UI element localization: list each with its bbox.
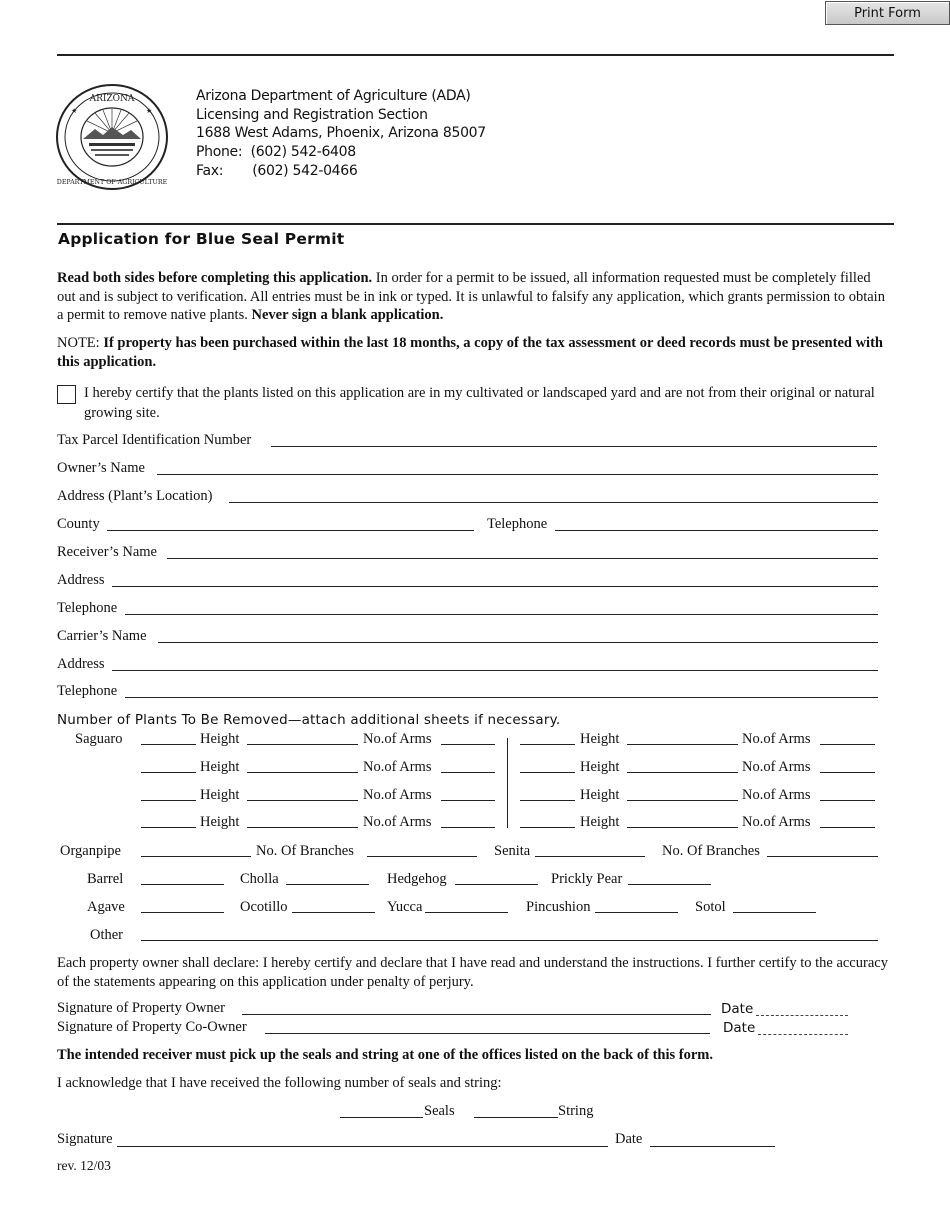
- saguaro-right-arms-input[interactable]: [820, 800, 875, 801]
- saguaro-left-height-input[interactable]: [247, 827, 358, 828]
- saguaro-left-count-input[interactable]: [141, 827, 196, 828]
- seals-count-input[interactable]: [340, 1117, 423, 1118]
- saguaro-right-arms-input[interactable]: [820, 772, 875, 773]
- owner-telephone-input[interactable]: [555, 530, 878, 531]
- saguaro-right-arms-label: No.of Arms: [742, 759, 811, 775]
- senita-input[interactable]: [535, 856, 645, 857]
- string-count-input[interactable]: [474, 1117, 558, 1118]
- certify-checkbox[interactable]: [57, 385, 76, 404]
- carrier-telephone-input[interactable]: [125, 697, 878, 698]
- top-divider: [57, 54, 894, 56]
- senita-branches-label: No. Of Branches: [662, 843, 760, 859]
- sotol-label: Sotol: [695, 899, 726, 915]
- intro-bold: Read both sides before completing this application.: [57, 270, 373, 286]
- certify-text: I hereby certify that the plants listed on this application are in my cultivated or landscaped yard and are not from their original or natural growing site.: [84, 385, 875, 421]
- plants-heading: Number of Plants To Be Removed—attach additional sheets if necessary.: [57, 712, 561, 728]
- saguaro-right-height-input[interactable]: [627, 772, 738, 773]
- ocotillo-label: Ocotillo: [240, 899, 288, 915]
- tax-parcel-label: Tax Parcel Identification Number: [57, 432, 252, 448]
- saguaro-right-count-input[interactable]: [520, 800, 575, 801]
- sig-coowner-date-input[interactable]: [758, 1034, 848, 1035]
- hedgehog-input[interactable]: [455, 884, 538, 885]
- sig-owner-date-label: Date: [721, 1001, 754, 1017]
- senita-branches-input[interactable]: [767, 856, 878, 857]
- sig-coowner-label: Signature of Property Co-Owner: [57, 1019, 247, 1035]
- hedgehog-label: Hedgehog: [387, 871, 447, 887]
- pincushion-input[interactable]: [595, 912, 678, 913]
- signature-date-input[interactable]: [650, 1146, 775, 1147]
- saguaro-right-height-label: Height: [580, 759, 620, 775]
- saguaro-left-arms-input[interactable]: [441, 827, 495, 828]
- note-paragraph: [57, 334, 892, 371]
- pincushion-label: Pincushion: [526, 899, 591, 915]
- signature-input[interactable]: [117, 1146, 608, 1147]
- acknowledge-text: I acknowledge that I have received the following number of seals and string:: [57, 1075, 502, 1091]
- header-line-phone: Phone: (602) 542-6408: [196, 144, 356, 160]
- saguaro-right-arms-label: No.of Arms: [742, 731, 811, 747]
- seal-ring-text: DEPARTMENT OF AGRICULTURE: [56, 179, 168, 186]
- owner-telephone-label: Telephone: [487, 516, 548, 532]
- prickly-pear-label: Prickly Pear: [551, 871, 623, 887]
- saguaro-left-height-label: Height: [200, 731, 240, 747]
- yucca-label: Yucca: [387, 899, 423, 915]
- signature-label: Signature: [57, 1131, 113, 1147]
- ocotillo-input[interactable]: [292, 912, 375, 913]
- receiver-note: The intended receiver must pick up the seals and string at one of the offices listed on the back of this form.: [57, 1047, 713, 1063]
- sig-owner-date-input[interactable]: [756, 1015, 848, 1016]
- receiver-address-input[interactable]: [112, 586, 878, 587]
- note-bold: If property has been purchased within the last 18 months, a copy of the tax assessment or deed records must be presented with this application.: [57, 335, 883, 370]
- carrier-address-input[interactable]: [112, 670, 878, 671]
- saguaro-left-height-input[interactable]: [247, 772, 358, 773]
- saguaro-left-height-input[interactable]: [247, 800, 358, 801]
- cholla-input[interactable]: [286, 884, 369, 885]
- saguaro-left-arms-input[interactable]: [441, 800, 495, 801]
- sig-coowner-date-label: Date: [723, 1020, 756, 1036]
- saguaro-left-arms-input[interactable]: [441, 744, 495, 745]
- prickly-pear-input[interactable]: [628, 884, 711, 885]
- senita-label: Senita: [494, 843, 531, 859]
- svg-text:★: ★: [146, 107, 153, 115]
- saguaro-left-count-input[interactable]: [141, 800, 196, 801]
- agave-label: Agave: [87, 899, 125, 915]
- receiver-name-input[interactable]: [167, 558, 878, 559]
- carrier-name-label: Carrier’s Name: [57, 628, 147, 644]
- saguaro-left-arms-label: No.of Arms: [363, 731, 432, 747]
- saguaro-right-arms-input[interactable]: [820, 827, 875, 828]
- sig-coowner-input[interactable]: [265, 1033, 710, 1034]
- intro-text: In order for a permit to be issued, all information requested must be completely filled out and is subject to verification. All entries must be in ink or typed. It is unlawful to falsify any application, which grants permission to obtain a permit to remove native plants.: [57, 270, 885, 323]
- saguaro-right-height-label: Height: [580, 731, 620, 747]
- saguaro-right-height-input[interactable]: [627, 744, 738, 745]
- declaration-text: Each property owner shall declare: I hereby certify and declare that I have read and understand the instructions. I further certify to the accuracy of the statements appearing on this application under penalty of perjury.: [57, 955, 888, 990]
- saguaro-right-arms-label: No.of Arms: [742, 814, 811, 830]
- receiver-telephone-label: Telephone: [57, 600, 118, 616]
- saguaro-right-count-input[interactable]: [520, 827, 575, 828]
- barrel-label: Barrel: [87, 871, 124, 887]
- saguaro-label: Saguaro: [75, 731, 123, 747]
- note-label: NOTE:: [57, 335, 104, 351]
- carrier-telephone-label: Telephone: [57, 683, 118, 699]
- header-divider: [57, 223, 894, 225]
- sig-owner-input[interactable]: [242, 1014, 711, 1015]
- header-line-section: Licensing and Registration Section: [196, 107, 428, 123]
- agave-input[interactable]: [141, 912, 224, 913]
- sotol-input[interactable]: [733, 912, 816, 913]
- svg-text:★: ★: [71, 107, 78, 115]
- print-form-button[interactable]: Print Form: [825, 1, 950, 25]
- cholla-label: Cholla: [240, 871, 279, 887]
- seal-top-text: ARIZONA: [89, 94, 135, 104]
- saguaro-left-arms-label: No.of Arms: [363, 759, 432, 775]
- form-title: Application for Blue Seal Permit: [58, 230, 345, 248]
- saguaro-left-height-label: Height: [200, 787, 240, 803]
- organpipe-input[interactable]: [141, 856, 251, 857]
- saguaro-left-height-input[interactable]: [247, 744, 358, 745]
- saguaro-left-height-label: Height: [200, 759, 240, 775]
- tax-parcel-input[interactable]: [271, 446, 877, 447]
- organpipe-branches-input[interactable]: [367, 856, 477, 857]
- yucca-input[interactable]: [425, 912, 508, 913]
- other-label: Other: [90, 927, 124, 943]
- string-label: String: [558, 1103, 594, 1119]
- saguaro-right-arms-label: No.of Arms: [742, 787, 811, 803]
- saguaro-left-arms-label: No.of Arms: [363, 787, 432, 803]
- saguaro-left-count-input[interactable]: [141, 772, 196, 773]
- organpipe-branches-label: No. Of Branches: [256, 843, 354, 859]
- saguaro-right-height-label: Height: [580, 814, 620, 830]
- saguaro-right-height-label: Height: [580, 787, 620, 803]
- seals-label: Seals: [424, 1103, 455, 1119]
- owner-name-input[interactable]: [157, 474, 878, 475]
- header-line-dept: Arizona Department of Agriculture (ADA): [196, 88, 471, 104]
- header-line-fax: Fax: (602) 542-0466: [196, 163, 358, 179]
- saguaro-left-arms-input[interactable]: [441, 772, 495, 773]
- receiver-name-label: Receiver’s Name: [57, 544, 157, 560]
- receiver-address-label: Address: [57, 572, 105, 588]
- other-input[interactable]: [141, 940, 878, 941]
- saguaro-right-height-input[interactable]: [627, 827, 738, 828]
- saguaro-right-count-input[interactable]: [520, 772, 575, 773]
- carrier-name-input[interactable]: [158, 642, 878, 643]
- saguaro-left-arms-label: No.of Arms: [363, 814, 432, 830]
- carrier-address-label: Address: [57, 656, 105, 672]
- saguaro-right-arms-input[interactable]: [820, 744, 875, 745]
- county-input[interactable]: [107, 530, 474, 531]
- ada-seal-logo: [55, 83, 169, 191]
- signature-date-label: Date: [615, 1131, 643, 1147]
- saguaro-right-height-input[interactable]: [627, 800, 738, 801]
- county-label: County: [57, 516, 100, 532]
- saguaro-left-height-label: Height: [200, 814, 240, 830]
- saguaro-divider: [507, 738, 508, 828]
- header-line-address: 1688 West Adams, Phoenix, Arizona 85007: [196, 125, 486, 141]
- saguaro-right-count-input[interactable]: [520, 744, 575, 745]
- intro-bold-2: Never sign a blank application.: [251, 307, 444, 323]
- receiver-telephone-input[interactable]: [125, 614, 878, 615]
- saguaro-left-count-input[interactable]: [141, 744, 196, 745]
- revision-label: rev. 12/03: [57, 1158, 111, 1173]
- barrel-input[interactable]: [141, 884, 224, 885]
- sig-owner-label: Signature of Property Owner: [57, 1000, 225, 1016]
- address-plant-label: Address (Plant’s Location): [57, 488, 213, 504]
- owner-name-label: Owner’s Name: [57, 460, 145, 476]
- address-plant-input[interactable]: [229, 502, 878, 503]
- organpipe-label: Organpipe: [60, 843, 121, 859]
- intro-paragraph: [57, 269, 892, 325]
